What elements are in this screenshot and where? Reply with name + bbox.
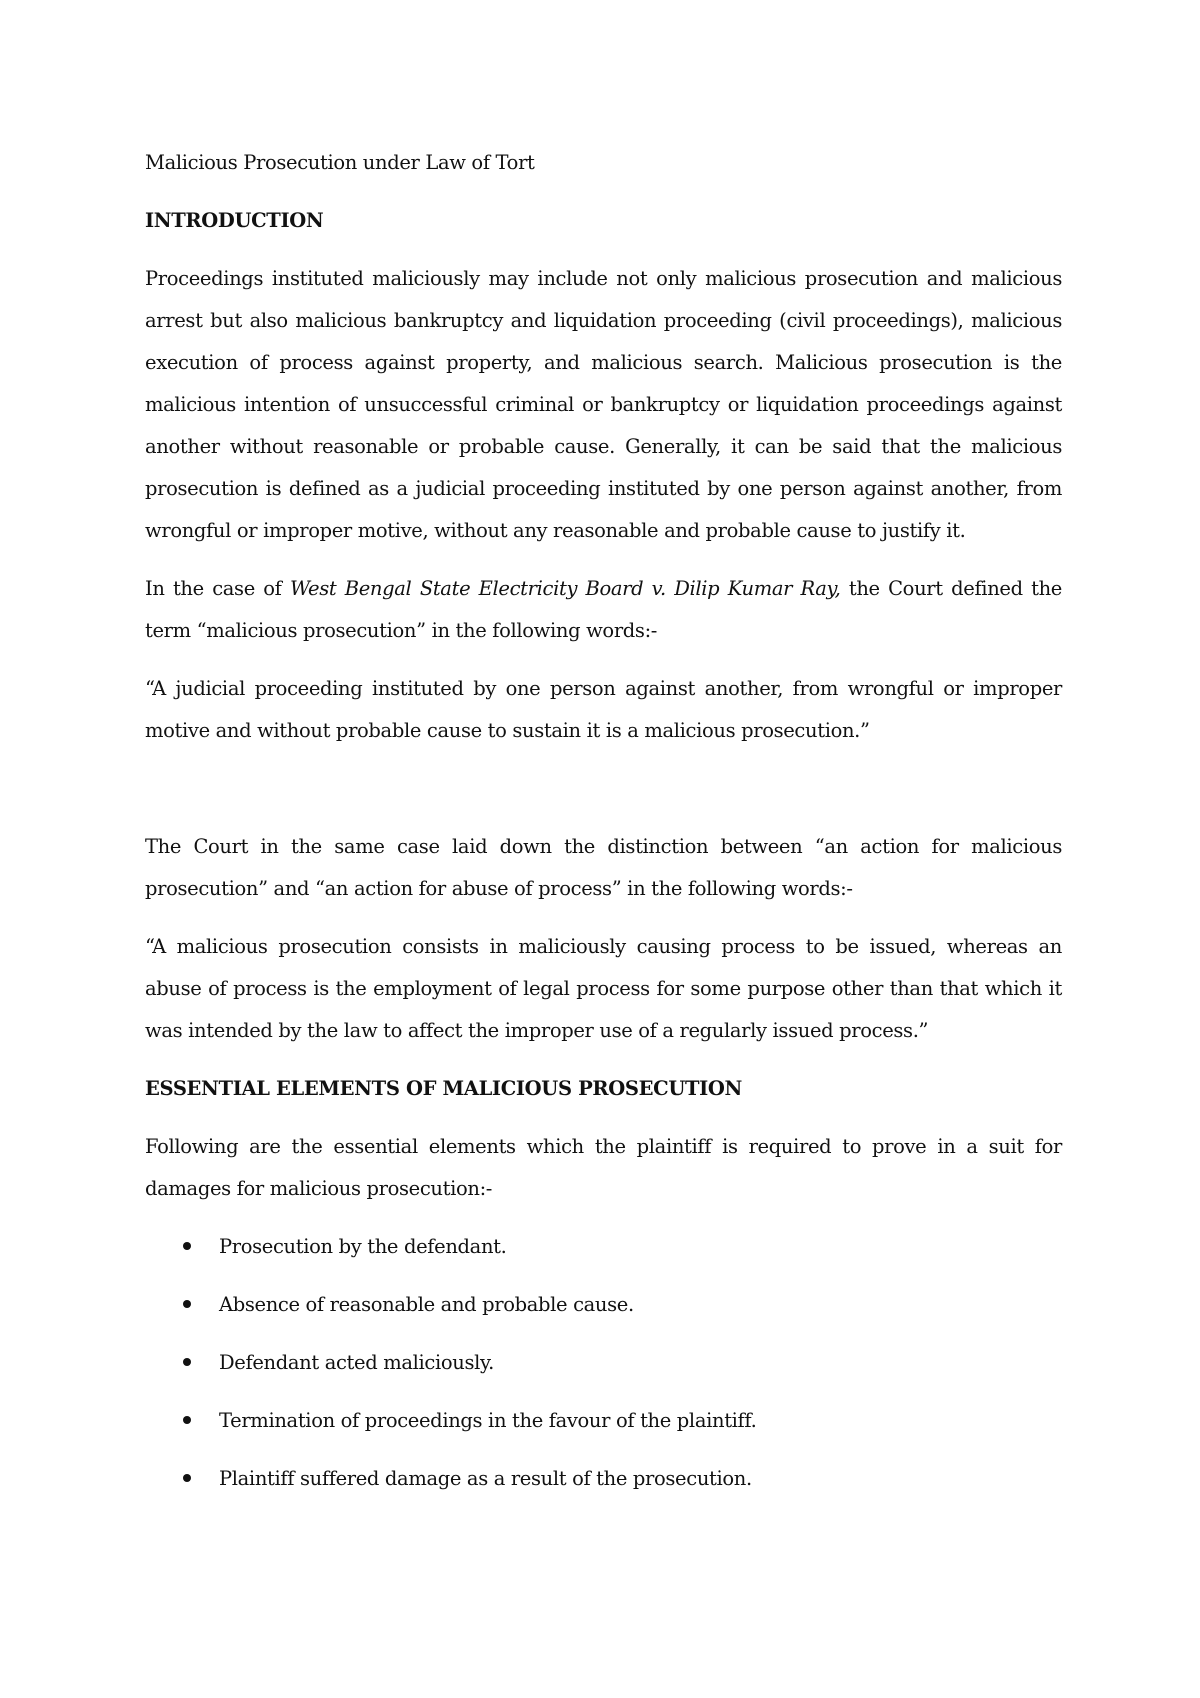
list-item-text: Plaintiff suffered damage as a result of the prosecution. bbox=[219, 1467, 752, 1490]
list-item bbox=[145, 1458, 1062, 1500]
bullet-icon bbox=[183, 1300, 191, 1308]
definition-quote: “A judicial proceeding instituted by one person against another, from wrongful or improper motive and without probable cause to sustain it is a malicious prosecution.” bbox=[145, 677, 1062, 742]
document-title: Malicious Prosecution under Law of Tort bbox=[145, 151, 535, 174]
essential-elements-heading: ESSENTIAL ELEMENTS OF MALICIOUS PROSECUTION bbox=[145, 1077, 743, 1100]
essential-elements-intro: Following are the essential elements which the plaintiff is required to prove in a suit for damages for malicious prosecution:- bbox=[145, 1135, 1062, 1200]
list-item-text: Defendant acted maliciously. bbox=[219, 1351, 494, 1374]
list-item bbox=[145, 1226, 1062, 1268]
case-intro-before: In the case of bbox=[145, 577, 290, 600]
list-item bbox=[145, 1342, 1062, 1384]
list-item-text: Prosecution by the defendant. bbox=[219, 1235, 507, 1258]
essential-elements-list bbox=[145, 1226, 1062, 1500]
bullet-icon bbox=[183, 1242, 191, 1250]
bullet-icon bbox=[183, 1416, 191, 1424]
paragraph-spacer bbox=[145, 752, 1062, 826]
introduction-paragraph: Proceedings instituted maliciously may include not only malicious prosecution and malicious arrest but also malicious bankruptcy and liquidation proceeding (civil proceedings), malicious execution of process against property, and malicious search. Malicious prosecution is the malicious intention of unsuccessful criminal or bankruptcy or liquidation proceedings against another without reasonable or probable cause. Generally, it can be said that the malicious prosecution is defined as a judicial proceeding instituted by one person against another, from wrongful or improper motive, without any reasonable and probable cause to justify it. bbox=[145, 267, 1062, 542]
list-item-text: Absence of reasonable and probable cause. bbox=[219, 1293, 634, 1316]
case-intro-after: the Court defined the term “malicious prosecution” in the following words:- bbox=[145, 577, 1062, 642]
bullet-icon bbox=[183, 1358, 191, 1366]
case-reference-paragraph bbox=[145, 568, 1062, 652]
list-item bbox=[145, 1284, 1062, 1326]
distinction-paragraph: The Court in the same case laid down the distinction between “an action for malicious prosecution” and “an action for abuse of process” in the following words:- bbox=[145, 835, 1062, 900]
case-name: West Bengal State Electricity Board v. Dilip Kumar Ray, bbox=[289, 577, 841, 600]
document-page bbox=[145, 142, 1062, 1516]
list-item bbox=[145, 1400, 1062, 1442]
bullet-icon bbox=[183, 1474, 191, 1482]
list-item-text: Termination of proceedings in the favour of the plaintiff. bbox=[219, 1409, 757, 1432]
introduction-heading: INTRODUCTION bbox=[145, 209, 324, 232]
abuse-of-process-quote: “A malicious prosecution consists in maliciously causing process to be issued, whereas an abuse of process is the employment of legal process for some purpose other than that which it was intended by the law to affect the improper use of a regularly issued process.” bbox=[145, 935, 1062, 1042]
